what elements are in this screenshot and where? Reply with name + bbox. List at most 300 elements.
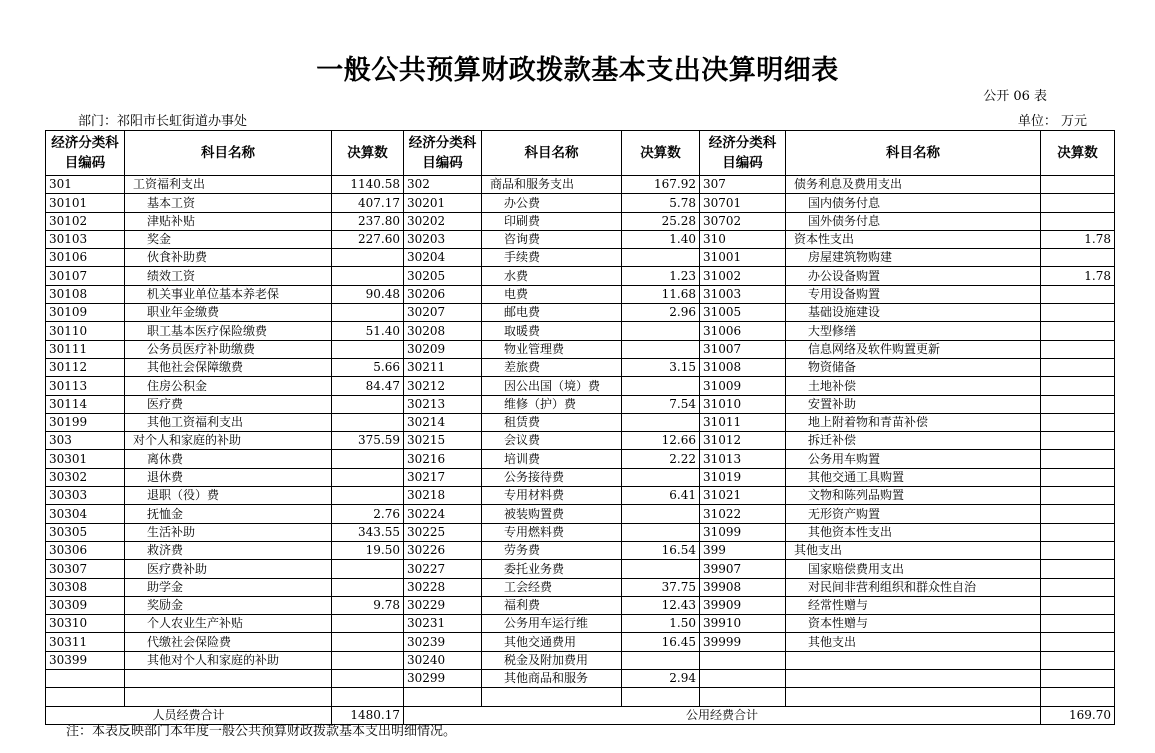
cell-amount (1041, 377, 1115, 395)
cell-name: 文物和陈列品购置 (786, 487, 1041, 505)
cell-code: 30102 (46, 212, 125, 230)
cell-code: 30239 (404, 633, 482, 651)
cell-amount (332, 450, 404, 468)
cell-name: 国内债务付息 (786, 194, 1041, 212)
table-row (46, 651, 1115, 669)
cell-amount (622, 340, 700, 358)
cell-code: 30202 (404, 212, 482, 230)
cell-amount (1041, 670, 1115, 688)
cell-empty (700, 688, 786, 706)
table-row (46, 212, 1115, 230)
personnel-total-label: 人员经费合计 (46, 706, 332, 724)
cell-amount (332, 340, 404, 358)
cell-amount (332, 487, 404, 505)
cell-code: 31002 (700, 267, 786, 285)
table-row (46, 633, 1115, 651)
cell-amount (332, 615, 404, 633)
cell-name: 会议费 (482, 432, 622, 450)
cell-code: 30224 (404, 505, 482, 523)
cell-name: 印刷费 (482, 212, 622, 230)
cell-amount: 7.54 (622, 395, 700, 413)
cell-amount: 37.75 (622, 578, 700, 596)
cell-name: 无形资产购置 (786, 505, 1041, 523)
table-number: 公开 06 表 (983, 89, 1047, 104)
cell-amount (1041, 285, 1115, 303)
cell-amount (622, 322, 700, 340)
cell-name: 工会经费 (482, 578, 622, 596)
cell-name: 信息网络及软件购置更新 (786, 340, 1041, 358)
cell-name: 公务用车购置 (786, 450, 1041, 468)
cell-code: 30226 (404, 541, 482, 559)
header-name-3: 科目名称 (786, 131, 1041, 176)
cell-code: 30306 (46, 541, 125, 559)
cell-amount: 1140.58 (332, 176, 404, 194)
cell-amount: 51.40 (332, 322, 404, 340)
cell-code (700, 651, 786, 669)
cell-name: 邮电费 (482, 304, 622, 322)
cell-code: 30702 (700, 212, 786, 230)
cell-code: 30240 (404, 651, 482, 669)
cell-code: 399 (700, 541, 786, 559)
cell-code: 30101 (46, 194, 125, 212)
cell-empty (1041, 688, 1115, 706)
cell-code: 31010 (700, 395, 786, 413)
cell-amount: 25.28 (622, 212, 700, 230)
cell-amount: 167.92 (622, 176, 700, 194)
cell-name: 奖励金 (125, 596, 332, 614)
cell-amount (332, 304, 404, 322)
cell-code: 30209 (404, 340, 482, 358)
cell-code: 30227 (404, 560, 482, 578)
table-row (46, 194, 1115, 212)
cell-amount: 227.60 (332, 230, 404, 248)
cell-amount: 5.66 (332, 358, 404, 376)
cell-code: 30309 (46, 596, 125, 614)
cell-name: 资本性赠与 (786, 615, 1041, 633)
cell-name (125, 670, 332, 688)
cell-amount (1041, 194, 1115, 212)
cell-code: 39907 (700, 560, 786, 578)
cell-amount: 3.15 (622, 358, 700, 376)
cell-code: 30107 (46, 267, 125, 285)
header-row (46, 131, 1115, 176)
cell-name: 职工基本医疗保险缴费 (125, 322, 332, 340)
cell-name: 债务利息及费用支出 (786, 176, 1041, 194)
cell-name: 离休费 (125, 450, 332, 468)
table-row (46, 230, 1115, 248)
cell-name: 伙食补助费 (125, 249, 332, 267)
cell-name: 其他交通工具购置 (786, 468, 1041, 486)
cell-code: 30214 (404, 413, 482, 431)
cell-name: 基础设施建设 (786, 304, 1041, 322)
cell-name: 国家赔偿费用支出 (786, 560, 1041, 578)
table-row (46, 322, 1115, 340)
header-code-1: 经济分类科目编码 (46, 131, 125, 176)
table-row (46, 487, 1115, 505)
cell-code: 31006 (700, 322, 786, 340)
cell-amount: 16.45 (622, 633, 700, 651)
cell-amount (622, 505, 700, 523)
cell-code: 31003 (700, 285, 786, 303)
table-row (46, 285, 1115, 303)
cell-amount: 343.55 (332, 523, 404, 541)
cell-code: 30399 (46, 651, 125, 669)
cell-amount (1041, 541, 1115, 559)
cell-name: 水费 (482, 267, 622, 285)
cell-code: 30218 (404, 487, 482, 505)
cell-code: 31001 (700, 249, 786, 267)
cell-amount (1041, 578, 1115, 596)
cell-amount: 237.80 (332, 212, 404, 230)
footnote: 注：本表反映部门本年度一般公共预算财政拨款基本支出明细情况。 (66, 724, 457, 739)
cell-amount (1041, 322, 1115, 340)
cell-name: 公务员医疗补助缴费 (125, 340, 332, 358)
cell-code: 30112 (46, 358, 125, 376)
cell-code: 30304 (46, 505, 125, 523)
cell-name (786, 651, 1041, 669)
cell-name: 其他工资福利支出 (125, 413, 332, 431)
cell-name: 机关事业单位基本养老保 (125, 285, 332, 303)
cell-name: 医疗费 (125, 395, 332, 413)
cell-amount: 1.50 (622, 615, 700, 633)
cell-code: 30301 (46, 450, 125, 468)
cell-name: 商品和服务支出 (482, 176, 622, 194)
cell-amount (622, 377, 700, 395)
table-row (46, 249, 1115, 267)
cell-code: 30701 (700, 194, 786, 212)
header-amount-3: 决算数 (1041, 131, 1115, 176)
cell-amount (332, 688, 404, 706)
cell-name: 公务用车运行维 (482, 615, 622, 633)
cell-name: 专用材料费 (482, 487, 622, 505)
cell-amount (332, 395, 404, 413)
unit-label: 单位： 万元 (1017, 114, 1087, 129)
cell-code: 31008 (700, 358, 786, 376)
cell-name: 奖金 (125, 230, 332, 248)
cell-code: 30307 (46, 560, 125, 578)
page-title: 一般公共预算财政拨款基本支出决算明细表 (316, 55, 839, 86)
cell-code: 31013 (700, 450, 786, 468)
cell-code: 30231 (404, 615, 482, 633)
cell-name: 电费 (482, 285, 622, 303)
cell-code: 39909 (700, 596, 786, 614)
department-label: 部门：祁阳市长虹街道办事处 (78, 114, 248, 129)
cell-name: 专用燃料费 (482, 523, 622, 541)
cell-amount (622, 651, 700, 669)
cell-name: 咨询费 (482, 230, 622, 248)
cell-name: 绩效工资 (125, 267, 332, 285)
cell-amount: 84.47 (332, 377, 404, 395)
cell-name: 基本工资 (125, 194, 332, 212)
cell-code: 30305 (46, 523, 125, 541)
cell-name: 差旅费 (482, 358, 622, 376)
cell-code: 31005 (700, 304, 786, 322)
cell-code: 31099 (700, 523, 786, 541)
table-row (46, 450, 1115, 468)
cell-name: 拆迁补偿 (786, 432, 1041, 450)
cell-amount (622, 523, 700, 541)
cell-amount (1041, 651, 1115, 669)
cell-code: 30299 (404, 670, 482, 688)
cell-amount: 9.78 (332, 596, 404, 614)
cell-name: 救济费 (125, 541, 332, 559)
cell-name: 代缴社会保险费 (125, 633, 332, 651)
cell-name: 取暖费 (482, 322, 622, 340)
cell-name: 办公费 (482, 194, 622, 212)
table-row (46, 505, 1115, 523)
table-row (46, 596, 1115, 614)
cell-code: 30109 (46, 304, 125, 322)
cell-code: 31019 (700, 468, 786, 486)
cell-amount: 2.96 (622, 304, 700, 322)
cell-code: 301 (46, 176, 125, 194)
cell-code: 30213 (404, 395, 482, 413)
cell-code: 30201 (404, 194, 482, 212)
cell-name: 住房公积金 (125, 377, 332, 395)
cell-name: 对民间非营利组织和群众性自治 (786, 578, 1041, 596)
cell-code: 30205 (404, 267, 482, 285)
cell-amount (332, 267, 404, 285)
cell-amount: 2.76 (332, 505, 404, 523)
cell-name: 其他支出 (786, 541, 1041, 559)
table-row (46, 432, 1115, 450)
cell-amount (332, 578, 404, 596)
table-row (46, 395, 1115, 413)
cell-amount (622, 413, 700, 431)
cell-amount (1041, 340, 1115, 358)
cell-amount (622, 249, 700, 267)
cell-amount: 2.94 (622, 670, 700, 688)
cell-name: 资本性支出 (786, 230, 1041, 248)
cell-code: 30211 (404, 358, 482, 376)
cell-amount: 12.66 (622, 432, 700, 450)
cell-name: 津贴补贴 (125, 212, 332, 230)
header-code-2: 经济分类科目编码 (404, 131, 482, 176)
cell-name: 安置补助 (786, 395, 1041, 413)
table-body (46, 176, 1115, 707)
cell-name: 地上附着物和青苗补偿 (786, 413, 1041, 431)
cell-code: 302 (404, 176, 482, 194)
cell-name: 其他商品和服务 (482, 670, 622, 688)
cell-amount (622, 468, 700, 486)
cell-empty (482, 688, 622, 706)
public-total-amount: 169.70 (1041, 706, 1115, 724)
header-name-1: 科目名称 (125, 131, 332, 176)
cell-name: 医疗费补助 (125, 560, 332, 578)
cell-code: 31007 (700, 340, 786, 358)
public-total-label: 公用经费合计 (404, 706, 1041, 724)
cell-name: 专用设备购置 (786, 285, 1041, 303)
cell-code: 39908 (700, 578, 786, 596)
cell-code: 31009 (700, 377, 786, 395)
cell-name: 职业年金缴费 (125, 304, 332, 322)
cell-code: 31011 (700, 413, 786, 431)
cell-empty (404, 688, 482, 706)
cell-amount (1041, 450, 1115, 468)
cell-amount: 375.59 (332, 432, 404, 450)
cell-amount: 407.17 (332, 194, 404, 212)
cell-amount (332, 633, 404, 651)
cell-code: 31012 (700, 432, 786, 450)
header-code-3: 经济分类科目编码 (700, 131, 786, 176)
cell-code: 30204 (404, 249, 482, 267)
cell-code: 30217 (404, 468, 482, 486)
cell-name: 其他对个人和家庭的补助 (125, 651, 332, 669)
cell-code: 30110 (46, 322, 125, 340)
cell-name: 因公出国（境）费 (482, 377, 622, 395)
cell-amount: 1.78 (1041, 267, 1115, 285)
cell-amount (1041, 413, 1115, 431)
cell-name: 大型修缮 (786, 322, 1041, 340)
cell-code: 39910 (700, 615, 786, 633)
cell-name: 助学金 (125, 578, 332, 596)
cell-name: 退职（役）费 (125, 487, 332, 505)
cell-name: 福利费 (482, 596, 622, 614)
cell-amount (332, 413, 404, 431)
cell-name: 其他支出 (786, 633, 1041, 651)
cell-name: 公务接待费 (482, 468, 622, 486)
cell-code: 30303 (46, 487, 125, 505)
table-row (46, 578, 1115, 596)
cell-name: 委托业务费 (482, 560, 622, 578)
cell-name: 租赁费 (482, 413, 622, 431)
cell-code: 30310 (46, 615, 125, 633)
cell-amount (332, 670, 404, 688)
cell-code: 30229 (404, 596, 482, 614)
cell-name: 培训费 (482, 450, 622, 468)
table-row (46, 176, 1115, 194)
cell-amount: 16.54 (622, 541, 700, 559)
table-row (46, 413, 1115, 431)
table-row (46, 688, 1115, 706)
cell-amount (1041, 358, 1115, 376)
cell-code: 31021 (700, 487, 786, 505)
cell-amount (1041, 212, 1115, 230)
cell-code: 307 (700, 176, 786, 194)
cell-amount (332, 468, 404, 486)
cell-name: 办公设备购置 (786, 267, 1041, 285)
cell-amount (1041, 395, 1115, 413)
cell-name: 房屋建筑物购建 (786, 249, 1041, 267)
cell-name: 物资储备 (786, 358, 1041, 376)
table-row (46, 615, 1115, 633)
cell-amount (332, 651, 404, 669)
cell-amount (1041, 615, 1115, 633)
cell-code: 30308 (46, 578, 125, 596)
table-row (46, 304, 1115, 322)
cell-amount (1041, 468, 1115, 486)
cell-amount (1041, 560, 1115, 578)
cell-amount: 1.23 (622, 267, 700, 285)
cell-amount: 12.43 (622, 596, 700, 614)
cell-code: 30203 (404, 230, 482, 248)
cell-code: 30302 (46, 468, 125, 486)
cell-code: 30311 (46, 633, 125, 651)
table-row (46, 670, 1115, 688)
cell-name: 税金及附加费用 (482, 651, 622, 669)
cell-name: 土地补偿 (786, 377, 1041, 395)
table-row (46, 358, 1115, 376)
cell-amount (332, 560, 404, 578)
table-row (46, 541, 1115, 559)
cell-code: 30216 (404, 450, 482, 468)
cell-amount: 5.78 (622, 194, 700, 212)
cell-name (786, 670, 1041, 688)
cell-name: 对个人和家庭的补助 (125, 432, 332, 450)
cell-amount (622, 560, 700, 578)
cell-code: 303 (46, 432, 125, 450)
cell-code: 30114 (46, 395, 125, 413)
cell-code: 310 (700, 230, 786, 248)
cell-amount: 90.48 (332, 285, 404, 303)
cell-name: 经常性赠与 (786, 596, 1041, 614)
cell-name: 维修（护）费 (482, 395, 622, 413)
cell-amount (1041, 633, 1115, 651)
cell-name: 抚恤金 (125, 505, 332, 523)
cell-empty (786, 688, 1041, 706)
cell-amount (1041, 304, 1115, 322)
cell-name: 退休费 (125, 468, 332, 486)
header-amount-2: 决算数 (622, 131, 700, 176)
cell-code: 30206 (404, 285, 482, 303)
cell-code: 30199 (46, 413, 125, 431)
cell-name: 个人农业生产补贴 (125, 615, 332, 633)
cell-code: 30215 (404, 432, 482, 450)
cell-name: 国外债务付息 (786, 212, 1041, 230)
cell-code: 30106 (46, 249, 125, 267)
cell-amount: 6.41 (622, 487, 700, 505)
cell-code: 30111 (46, 340, 125, 358)
cell-code: 39999 (700, 633, 786, 651)
cell-code (46, 688, 125, 706)
cell-amount (1041, 176, 1115, 194)
table-row (46, 377, 1115, 395)
cell-name: 工资福利支出 (125, 176, 332, 194)
cell-amount (1041, 523, 1115, 541)
cell-amount: 11.68 (622, 285, 700, 303)
cell-code: 31022 (700, 505, 786, 523)
cell-amount: 1.40 (622, 230, 700, 248)
cell-name: 生活补助 (125, 523, 332, 541)
cell-empty (622, 688, 700, 706)
cell-code (46, 670, 125, 688)
cell-code: 30113 (46, 377, 125, 395)
cell-name: 被装购置费 (482, 505, 622, 523)
cell-code: 30228 (404, 578, 482, 596)
cell-amount (1041, 596, 1115, 614)
cell-name (125, 688, 332, 706)
table-row (46, 523, 1115, 541)
cell-name: 其他资本性支出 (786, 523, 1041, 541)
header-name-2: 科目名称 (482, 131, 622, 176)
table-row (46, 340, 1115, 358)
cell-name: 其他社会保障缴费 (125, 358, 332, 376)
cell-code: 30225 (404, 523, 482, 541)
cell-name: 手续费 (482, 249, 622, 267)
cell-amount: 19.50 (332, 541, 404, 559)
header-amount-1: 决算数 (332, 131, 404, 176)
cell-amount: 2.22 (622, 450, 700, 468)
cell-amount (1041, 249, 1115, 267)
cell-code: 30212 (404, 377, 482, 395)
table-row (46, 267, 1115, 285)
cell-name: 其他交通费用 (482, 633, 622, 651)
cell-code: 30103 (46, 230, 125, 248)
cell-code: 30108 (46, 285, 125, 303)
table-row (46, 560, 1115, 578)
cell-code: 30207 (404, 304, 482, 322)
cell-amount: 1.78 (1041, 230, 1115, 248)
